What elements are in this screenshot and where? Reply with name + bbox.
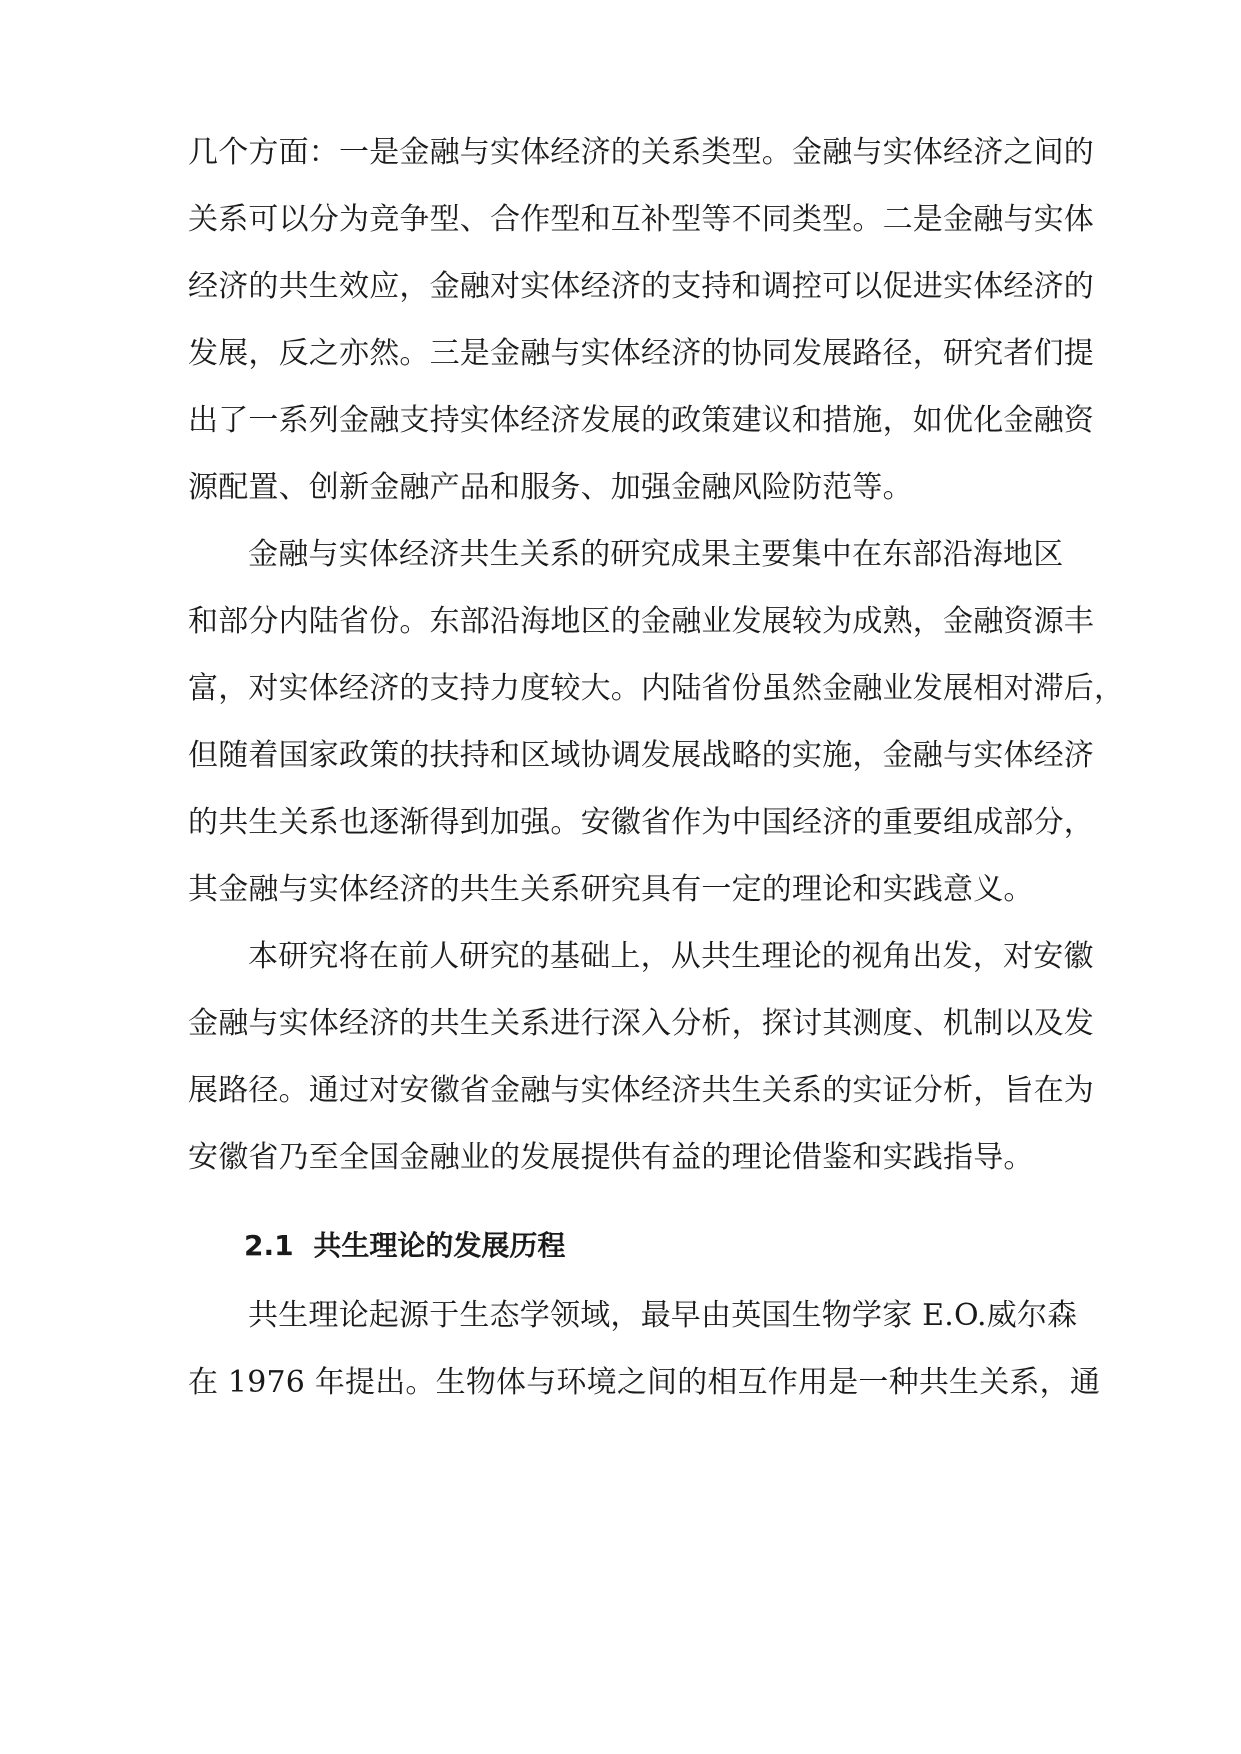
paragraph-2-line-6: 其金融与实体经济的共生关系研究具有一定的理论和实践意义。 (188, 872, 1034, 907)
paragraph-2-line-4: 但随着国家政策的扶持和区域协调发展战略的实施，金融与实体经济 (188, 738, 1094, 773)
paragraph-3-line-1: 本研究将在前人研究的基础上，从共生理论的视角出发，对安徽 (248, 939, 1094, 974)
paragraph-2-line-1: 金融与实体经济共生关系的研究成果主要集中在东部沿海地区 (248, 537, 1064, 572)
paragraph-3-line-3: 展路径。通过对安徽省金融与实体经济共生关系的实证分析，旨在为 (188, 1073, 1094, 1108)
section-paragraph-line-2: 在 1976 年提出。生物体与环境之间的相互作用是一种共生关系，通 (188, 1365, 1101, 1400)
paragraph-2-line-2: 和部分内陆省份。东部沿海地区的金融业发展较为成熟，金融资源丰 (188, 604, 1094, 639)
section-number: 2.1 (244, 1229, 294, 1262)
paragraph-1-line-6: 源配置、创新金融产品和服务、加强金融风险防范等。 (188, 470, 913, 505)
paragraph-1-line-1: 几个方面：一是金融与实体经济的关系类型。金融与实体经济之间的 (188, 135, 1094, 170)
paragraph-1-line-3: 经济的共生效应，金融对实体经济的支持和调控可以促进实体经济的 (188, 269, 1094, 304)
paragraph-2-line-5: 的共生关系也逐渐得到加强。安徽省作为中国经济的重要组成部分， (188, 805, 1094, 840)
section-heading (244, 1226, 565, 1266)
paragraph-3-line-4: 安徽省乃至全国金融业的发展提供有益的理论借鉴和实践指导。 (188, 1140, 1034, 1175)
paragraph-1-line-2: 关系可以分为竞争型、合作型和互补型等不同类型。二是金融与实体 (188, 202, 1094, 237)
paragraph-2-line-3: 富，对实体经济的支持力度较大。内陆省份虽然金融业发展相对滞后， (188, 671, 1125, 706)
paragraph-1-line-5: 出了一系列金融支持实体经济发展的政策建议和措施，如优化金融资 (188, 403, 1094, 438)
paragraph-1-line-4: 发展，反之亦然。三是金融与实体经济的协同发展路径，研究者们提 (188, 336, 1094, 371)
paragraph-3-line-2: 金融与实体经济的共生关系进行深入分析，探讨其测度、机制以及发 (188, 1006, 1094, 1041)
section-paragraph-line-1: 共生理论起源于生态学领域，最早由英国生物学家 E.O.威尔森 (248, 1298, 1078, 1333)
section-title: 共生理论的发展历程 (313, 1229, 566, 1262)
